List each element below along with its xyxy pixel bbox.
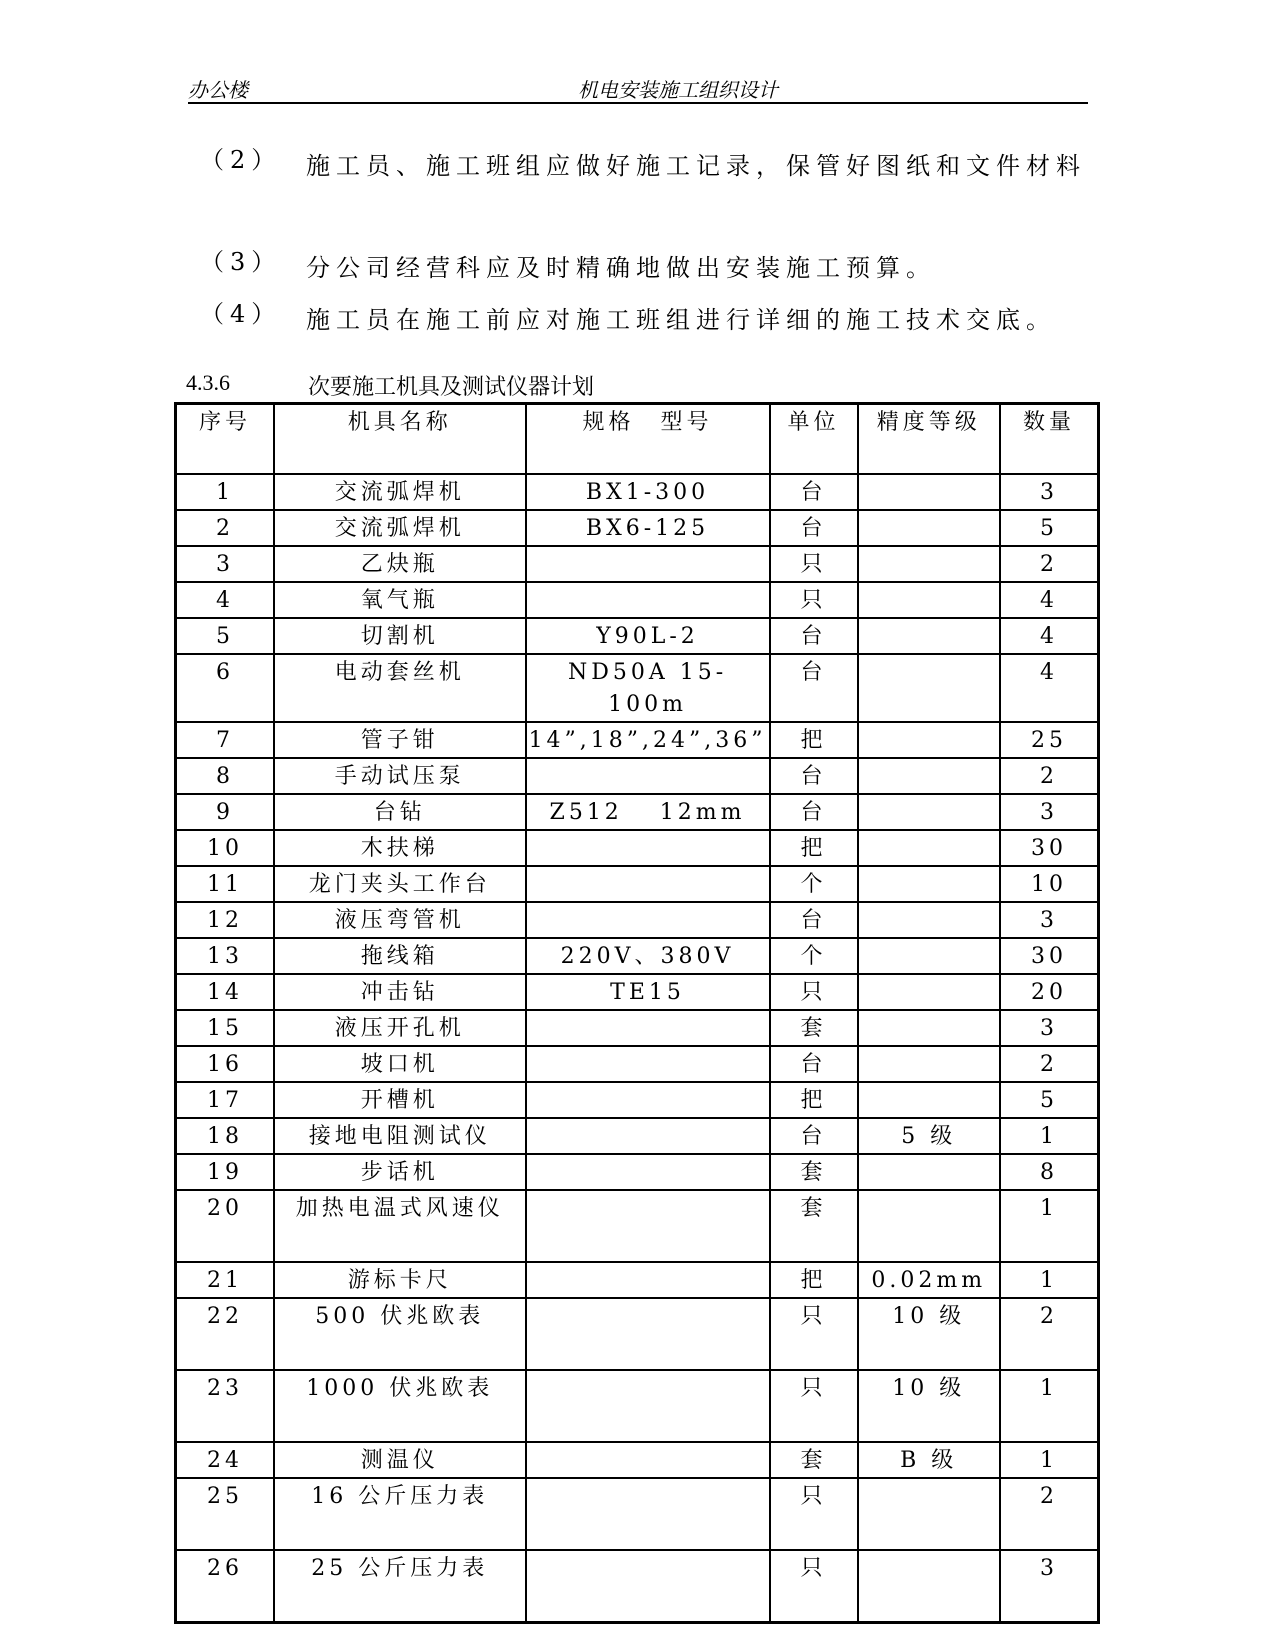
table-row [176, 974, 1099, 1010]
cell-precision-grade [858, 1082, 1000, 1118]
cell-spec-model [526, 758, 770, 794]
cell-spec-model [526, 1190, 770, 1262]
cell-unit: 只 [770, 1550, 858, 1622]
table-row [176, 758, 1099, 794]
cell-precision-grade [858, 974, 1000, 1010]
cell-equipment-name: 500 伏兆欧表 [274, 1298, 526, 1370]
cell-precision-grade: 10 级 [858, 1370, 1000, 1442]
cell-precision-grade [858, 1478, 1000, 1550]
header-serial-no: 序号 [176, 404, 274, 475]
cell-equipment-name: 接地电阻测试仪 [274, 1118, 526, 1154]
table-row [176, 1262, 1099, 1298]
cell-unit: 把 [770, 830, 858, 866]
paragraph-text: 施工员、施工班组应做好施工记录，保管好图纸和文件材料 [306, 152, 1086, 180]
cell-unit: 套 [770, 1442, 858, 1478]
paragraph-text: 分公司经营科应及时精确地做出安装施工预算。 [306, 254, 936, 282]
cell-serial-no: 3 [176, 546, 274, 582]
cell-serial-no: 1 [176, 474, 274, 510]
cell-precision-grade [858, 510, 1000, 546]
cell-quantity: 3 [1000, 794, 1099, 830]
cell-equipment-name: 龙门夹头工作台 [274, 866, 526, 902]
section-number: 4.3.6 [186, 370, 230, 395]
cell-quantity: 1 [1000, 1370, 1099, 1442]
cell-equipment-name: 乙炔瓶 [274, 546, 526, 582]
table-row [176, 618, 1099, 654]
paragraph-number: （4） [200, 300, 282, 328]
cell-serial-no: 13 [176, 938, 274, 974]
cell-serial-no: 18 [176, 1118, 274, 1154]
cell-quantity: 4 [1000, 582, 1099, 618]
table-row [176, 866, 1099, 902]
table-row [176, 546, 1099, 582]
cell-spec-model [526, 866, 770, 902]
table-header-row [176, 404, 1099, 475]
cell-quantity: 2 [1000, 1046, 1099, 1082]
table-row [176, 902, 1099, 938]
paragraph-text: 施工员在施工前应对施工班组进行详细的施工技术交底。 [306, 306, 1056, 334]
cell-precision-grade [858, 1010, 1000, 1046]
cell-quantity: 2 [1000, 1298, 1099, 1370]
cell-precision-grade: B 级 [858, 1442, 1000, 1478]
cell-equipment-name: 16 公斤压力表 [274, 1478, 526, 1550]
cell-serial-no: 25 [176, 1478, 274, 1550]
cell-spec-model [526, 1298, 770, 1370]
table-row [176, 582, 1099, 618]
table-row [176, 1478, 1099, 1550]
table-row [176, 1550, 1099, 1622]
table-row [176, 1082, 1099, 1118]
cell-serial-no: 8 [176, 758, 274, 794]
cell-unit: 只 [770, 1478, 858, 1550]
cell-precision-grade [858, 654, 1000, 722]
cell-precision-grade [858, 582, 1000, 618]
cell-equipment-name: 测温仪 [274, 1442, 526, 1478]
cell-serial-no: 11 [176, 866, 274, 902]
cell-spec-model [526, 1154, 770, 1190]
cell-serial-no: 10 [176, 830, 274, 866]
header-unit: 单位 [770, 404, 858, 475]
cell-equipment-name: 拖线箱 [274, 938, 526, 974]
cell-serial-no: 23 [176, 1370, 274, 1442]
cell-spec-model: BX6-125 [526, 510, 770, 546]
cell-serial-no: 4 [176, 582, 274, 618]
table-row [176, 1118, 1099, 1154]
cell-equipment-name: 切割机 [274, 618, 526, 654]
cell-serial-no: 19 [176, 1154, 274, 1190]
cell-precision-grade [858, 1190, 1000, 1262]
cell-precision-grade [858, 618, 1000, 654]
table-row [176, 1154, 1099, 1190]
cell-quantity: 3 [1000, 1010, 1099, 1046]
table-row [176, 1442, 1099, 1478]
cell-serial-no: 15 [176, 1010, 274, 1046]
cell-quantity: 1 [1000, 1262, 1099, 1298]
cell-precision-grade [858, 1046, 1000, 1082]
cell-equipment-name: 步话机 [274, 1154, 526, 1190]
cell-quantity: 30 [1000, 830, 1099, 866]
cell-quantity: 30 [1000, 938, 1099, 974]
cell-spec-model: TE15 [526, 974, 770, 1010]
cell-equipment-name: 游标卡尺 [274, 1262, 526, 1298]
cell-unit: 只 [770, 1298, 858, 1370]
cell-unit: 把 [770, 722, 858, 758]
cell-equipment-name: 管子钳 [274, 722, 526, 758]
cell-unit: 套 [770, 1154, 858, 1190]
cell-unit: 台 [770, 758, 858, 794]
cell-quantity: 4 [1000, 618, 1099, 654]
cell-equipment-name: 台钻 [274, 794, 526, 830]
paragraph-number: （2） [200, 146, 282, 174]
cell-unit: 台 [770, 902, 858, 938]
equipment-table [174, 402, 1100, 1624]
cell-spec-model [526, 830, 770, 866]
header-document-title: 机电安装施工组织设计 [578, 78, 778, 102]
cell-spec-model [526, 1082, 770, 1118]
cell-equipment-name: 坡口机 [274, 1046, 526, 1082]
cell-serial-no: 12 [176, 902, 274, 938]
cell-unit: 个 [770, 938, 858, 974]
cell-equipment-name: 氧气瓶 [274, 582, 526, 618]
cell-precision-grade: 5 级 [858, 1118, 1000, 1154]
cell-unit: 只 [770, 1370, 858, 1442]
cell-precision-grade: 10 级 [858, 1298, 1000, 1370]
cell-equipment-name: 加热电温式风速仪 [274, 1190, 526, 1262]
table-row [176, 1370, 1099, 1442]
cell-spec-model [526, 1478, 770, 1550]
cell-spec-model [526, 546, 770, 582]
cell-precision-grade [858, 1154, 1000, 1190]
header-spec-model: 规格 型号 [526, 404, 770, 475]
cell-serial-no: 9 [176, 794, 274, 830]
page-header [188, 74, 1088, 104]
table-row [176, 1190, 1099, 1262]
table-row [176, 1046, 1099, 1082]
cell-spec-model [526, 1550, 770, 1622]
cell-spec-model: BX1-300 [526, 474, 770, 510]
cell-unit: 只 [770, 974, 858, 1010]
cell-precision-grade [858, 794, 1000, 830]
cell-equipment-name: 电动套丝机 [274, 654, 526, 722]
cell-precision-grade [858, 758, 1000, 794]
cell-unit: 套 [770, 1190, 858, 1262]
cell-unit: 台 [770, 654, 858, 722]
cell-unit: 把 [770, 1262, 858, 1298]
table-row [176, 474, 1099, 510]
cell-spec-model [526, 1370, 770, 1442]
cell-serial-no: 24 [176, 1442, 274, 1478]
cell-spec-model: 220V、380V [526, 938, 770, 974]
cell-unit: 台 [770, 1046, 858, 1082]
cell-spec-model [526, 1118, 770, 1154]
cell-serial-no: 14 [176, 974, 274, 1010]
cell-unit: 台 [770, 510, 858, 546]
table-row [176, 1010, 1099, 1046]
cell-quantity: 1 [1000, 1442, 1099, 1478]
cell-unit: 个 [770, 866, 858, 902]
cell-serial-no: 20 [176, 1190, 274, 1262]
cell-unit: 只 [770, 582, 858, 618]
cell-equipment-name: 交流弧焊机 [274, 510, 526, 546]
cell-serial-no: 7 [176, 722, 274, 758]
cell-equipment-name: 液压弯管机 [274, 902, 526, 938]
header-quantity: 数量 [1000, 404, 1099, 475]
table-row [176, 654, 1099, 722]
cell-equipment-name: 25 公斤压力表 [274, 1550, 526, 1622]
table-row [176, 794, 1099, 830]
cell-quantity: 5 [1000, 510, 1099, 546]
cell-serial-no: 6 [176, 654, 274, 722]
cell-precision-grade [858, 1550, 1000, 1622]
cell-unit: 台 [770, 1118, 858, 1154]
table-row [176, 830, 1099, 866]
cell-spec-model [526, 1442, 770, 1478]
cell-unit: 台 [770, 618, 858, 654]
cell-precision-grade [858, 938, 1000, 974]
cell-equipment-name: 手动试压泵 [274, 758, 526, 794]
cell-quantity: 2 [1000, 1478, 1099, 1550]
header-equipment-name: 机具名称 [274, 404, 526, 475]
cell-quantity: 3 [1000, 902, 1099, 938]
cell-serial-no: 22 [176, 1298, 274, 1370]
cell-equipment-name: 开槽机 [274, 1082, 526, 1118]
cell-spec-model: Y90L-2 [526, 618, 770, 654]
cell-quantity: 20 [1000, 974, 1099, 1010]
cell-spec-model [526, 902, 770, 938]
cell-serial-no: 26 [176, 1550, 274, 1622]
cell-equipment-name: 1000 伏兆欧表 [274, 1370, 526, 1442]
cell-spec-model: Z512 12mm [526, 794, 770, 830]
cell-quantity: 4 [1000, 654, 1099, 722]
cell-quantity: 3 [1000, 1550, 1099, 1622]
cell-precision-grade [858, 830, 1000, 866]
cell-equipment-name: 木扶梯 [274, 830, 526, 866]
cell-unit: 只 [770, 546, 858, 582]
cell-quantity: 5 [1000, 1082, 1099, 1118]
cell-spec-model [526, 1046, 770, 1082]
cell-precision-grade: 0.02mm [858, 1262, 1000, 1298]
paragraph-number: （3） [200, 248, 282, 276]
table-row [176, 510, 1099, 546]
table-row [176, 722, 1099, 758]
section-title: 次要施工机具及测试仪器计划 [308, 375, 595, 400]
cell-quantity: 8 [1000, 1154, 1099, 1190]
cell-precision-grade [858, 722, 1000, 758]
cell-precision-grade [858, 474, 1000, 510]
cell-quantity: 2 [1000, 546, 1099, 582]
cell-equipment-name: 交流弧焊机 [274, 474, 526, 510]
cell-equipment-name: 液压开孔机 [274, 1010, 526, 1046]
cell-quantity: 3 [1000, 474, 1099, 510]
header-precision-grade: 精度等级 [858, 404, 1000, 475]
cell-unit: 台 [770, 794, 858, 830]
cell-quantity: 2 [1000, 758, 1099, 794]
cell-serial-no: 5 [176, 618, 274, 654]
cell-serial-no: 21 [176, 1262, 274, 1298]
cell-serial-no: 16 [176, 1046, 274, 1082]
cell-quantity: 10 [1000, 866, 1099, 902]
cell-quantity: 25 [1000, 722, 1099, 758]
cell-spec-model [526, 582, 770, 618]
cell-spec-model [526, 1010, 770, 1046]
cell-spec-model: ND50A 15-100m [526, 654, 770, 722]
header-building-name: 办公楼 [188, 78, 248, 102]
cell-precision-grade [858, 546, 1000, 582]
cell-unit: 套 [770, 1010, 858, 1046]
cell-unit: 台 [770, 474, 858, 510]
cell-precision-grade [858, 902, 1000, 938]
cell-spec-model: 14”,18”,24”,36” [526, 722, 770, 758]
cell-serial-no: 2 [176, 510, 274, 546]
cell-equipment-name: 冲击钻 [274, 974, 526, 1010]
cell-quantity: 1 [1000, 1118, 1099, 1154]
table-row [176, 938, 1099, 974]
cell-spec-model [526, 1262, 770, 1298]
table-row [176, 1298, 1099, 1370]
cell-precision-grade [858, 866, 1000, 902]
cell-serial-no: 17 [176, 1082, 274, 1118]
cell-quantity: 1 [1000, 1190, 1099, 1262]
cell-unit: 把 [770, 1082, 858, 1118]
